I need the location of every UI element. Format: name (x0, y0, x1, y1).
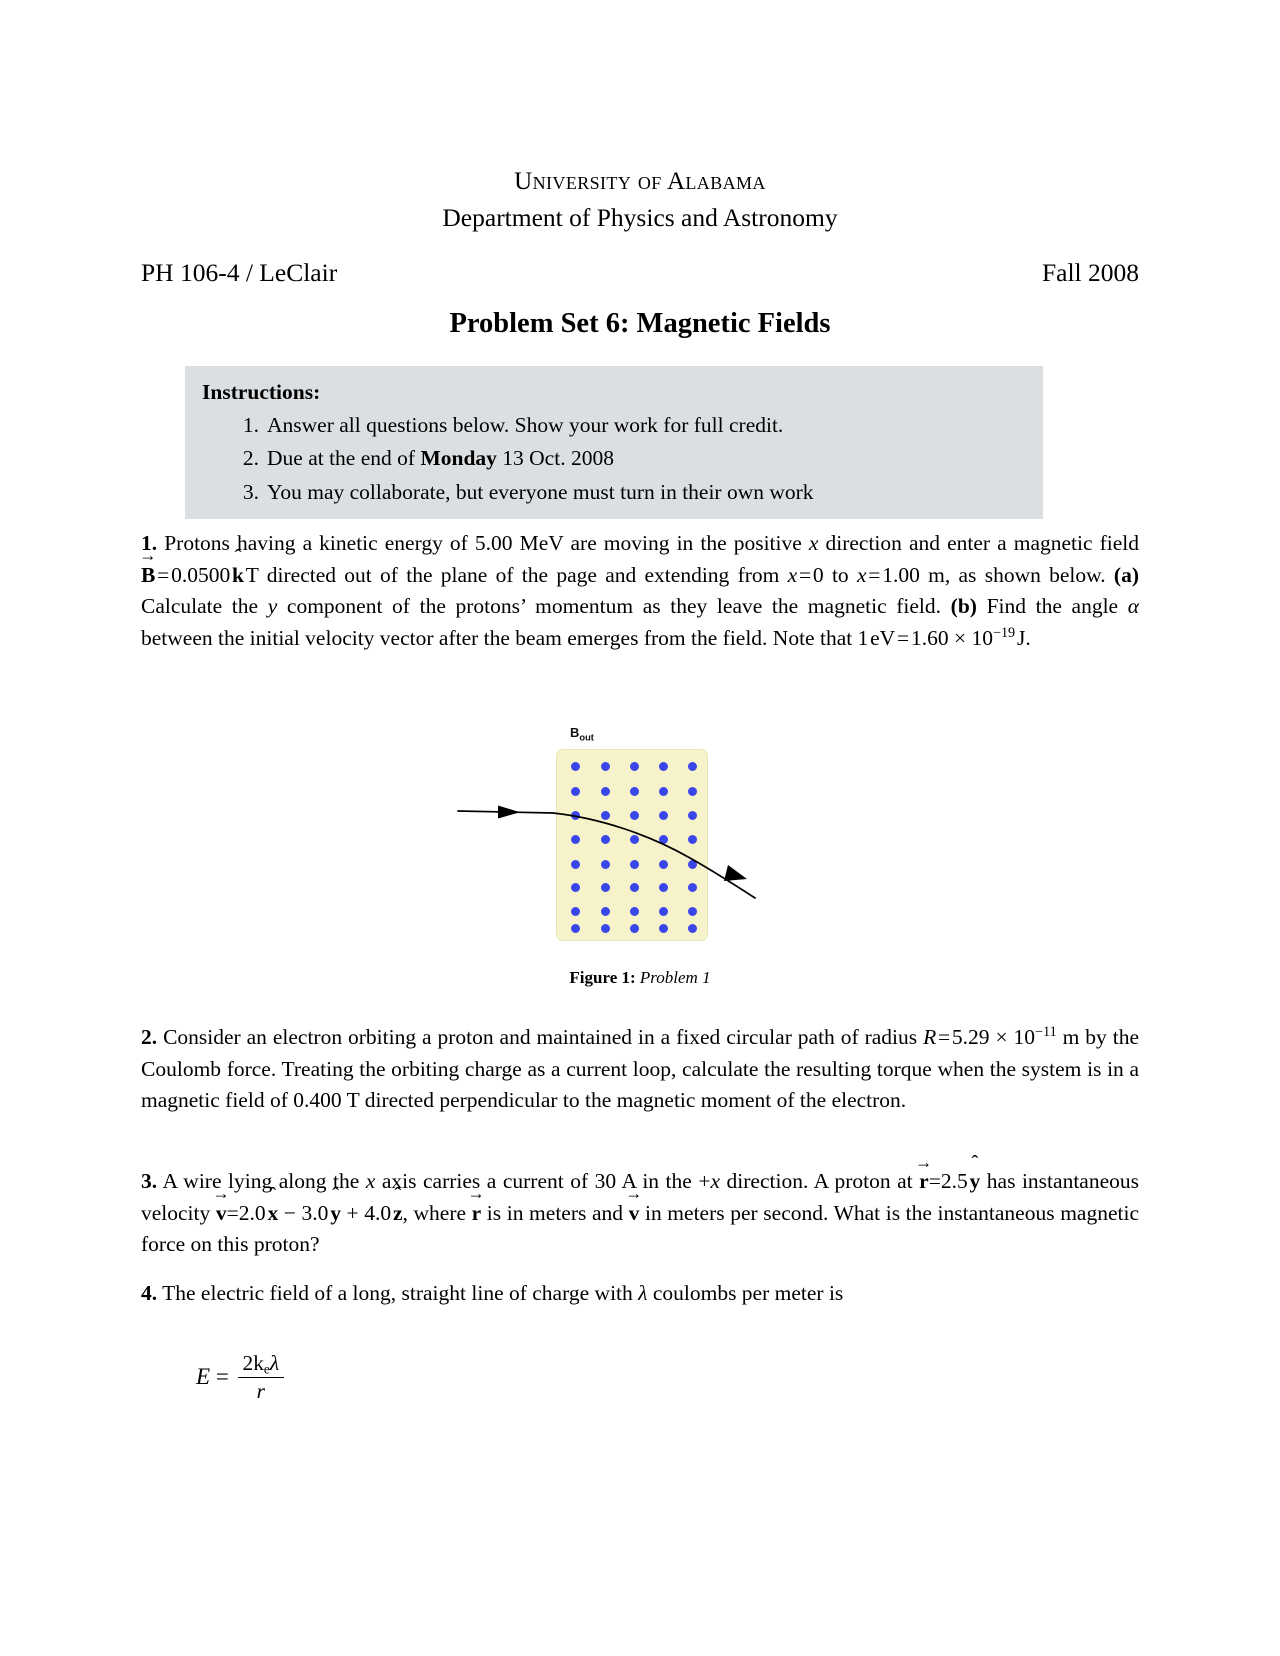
problem-number: 4. (141, 1281, 158, 1305)
list-item-text-pre: Due at the end of (267, 446, 421, 471)
variable-y: y (267, 594, 278, 619)
problem-4 (141, 1278, 1139, 1310)
fraction-numerator: $2k_e\lambda$ (238, 1351, 285, 1378)
list-item-number: 1. (242, 413, 259, 437)
figure-caption-label: Figure 1: (569, 968, 636, 987)
exponent-ev: −19 (992, 624, 1016, 641)
list-item-text: You may collaborate, but everyone must turn in their own work (267, 479, 814, 504)
value-magnetic-field: 0.400 T (293, 1088, 360, 1113)
symbol-lambda: λ (638, 1281, 648, 1305)
exponent-radius: −11 (1035, 1023, 1057, 1040)
value-position: 2.5 (940, 1169, 968, 1193)
equation-electric-field (196, 1352, 287, 1405)
problem-text: A wire lying along the x axis carries a current of 30 A in the +x direction. A proton at r →=2.5 y ˆ has instantaneous velocity v →=2.0 x ˆ − 3.0 y ˆ + 4.0 z ˆ, where r → is in meters and v → in meters per second. What is the instantaneous magnetic force on this proton? (141, 1169, 1139, 1256)
variable-R: R (923, 1025, 937, 1049)
value-vx: 2.0 (238, 1200, 266, 1225)
problem-number: 3. (141, 1169, 158, 1193)
figure-problem-1 (0, 722, 1280, 1022)
equation-lhs: E (196, 1363, 211, 1389)
unit-bfield: T (245, 562, 259, 587)
problem-text: Consider an electron orbiting a proton and maintained in a fixed circular path of radius R = $5.29 \times 10^{-11}$ m by the Coulomb force. Treating the orbiting charge as a current loop, calculate the resulting torque when the system is in a magnetic field of 0.400 T directed perpendicular to the magnetic moment of the electron. (141, 1023, 1139, 1113)
list-item-text: Answer all questions below. Show your work for full credit. (267, 413, 784, 437)
list-item (185, 446, 1043, 471)
part-a-label: (a) (1113, 562, 1139, 587)
value-vz: 4.0 (364, 1200, 392, 1225)
problem-text: The electric field of a long, straight line of charge with λ coulombs per meter is (162, 1281, 844, 1305)
fraction-denominator: r (256, 1378, 265, 1403)
list-item-number: 2. (242, 446, 259, 471)
value-ev: 1.60 (910, 626, 949, 651)
value-vy: 3.0 (301, 1200, 329, 1225)
instructions-heading: Instructions: (202, 380, 321, 404)
equation-fraction (238, 1351, 285, 1404)
value-current: 30 A (594, 1169, 636, 1193)
value-bfield: 0.0500 (171, 562, 231, 587)
equation-equals: = (215, 1363, 229, 1389)
part-b-label: (b) (950, 594, 977, 619)
list-item (185, 480, 1043, 505)
value-x-start: 0 (812, 562, 824, 587)
figure-caption-text: Problem 1 (639, 968, 711, 987)
instructions-list (185, 413, 1043, 505)
department-name: Department of Physics and Astronomy (442, 203, 838, 232)
page-title: Problem Set 6: Magnetic Fields (449, 308, 831, 339)
problem-number: 1. (141, 531, 158, 555)
value-radius: 5.29 (951, 1025, 990, 1049)
problem-1 (141, 528, 1139, 655)
problem-2 (141, 1022, 1139, 1117)
field-direction-label: $B_{out}$ (570, 725, 594, 743)
symbol-alpha: α (1127, 594, 1140, 619)
variable-x: x (365, 1169, 376, 1193)
term-label: Fall 2008 (1041, 258, 1139, 287)
list-item-number: 3. (242, 479, 259, 504)
problem-3 (141, 1166, 1139, 1261)
figure-caption (0, 968, 1280, 988)
problem-number: 2. (141, 1025, 158, 1049)
list-item-text-bold: Monday (420, 446, 497, 471)
university-name: University of Alabama (514, 168, 766, 195)
value-x-end: 1.00 m (882, 562, 945, 587)
variable-x: x (808, 531, 819, 555)
course-label: PH 106-4 / LeClair (141, 258, 338, 287)
problem-text: Protons having a kinetic energy of 5.00 MeV are moving in the positive x direction and enter a magnetic field B → = 0.0500 k ˆ T directed out of the plane of the page and extending from x = 0 to x = 1.00 m, as shown below. (a) Calculate the y component of the protons’ momentum as they leave the magnetic field. (b) Find the angle α between the initial velocity vector after the beam emerges from the field. Note that 1 eV = $1.60 \times 10^{-19}$ J. (141, 531, 1139, 650)
value-kinetic-energy: 5.00 MeV (474, 531, 564, 555)
list-item-text-post: 13 Oct. 2008 (496, 446, 614, 471)
list-item (185, 413, 1043, 438)
instructions-box (185, 366, 1043, 519)
